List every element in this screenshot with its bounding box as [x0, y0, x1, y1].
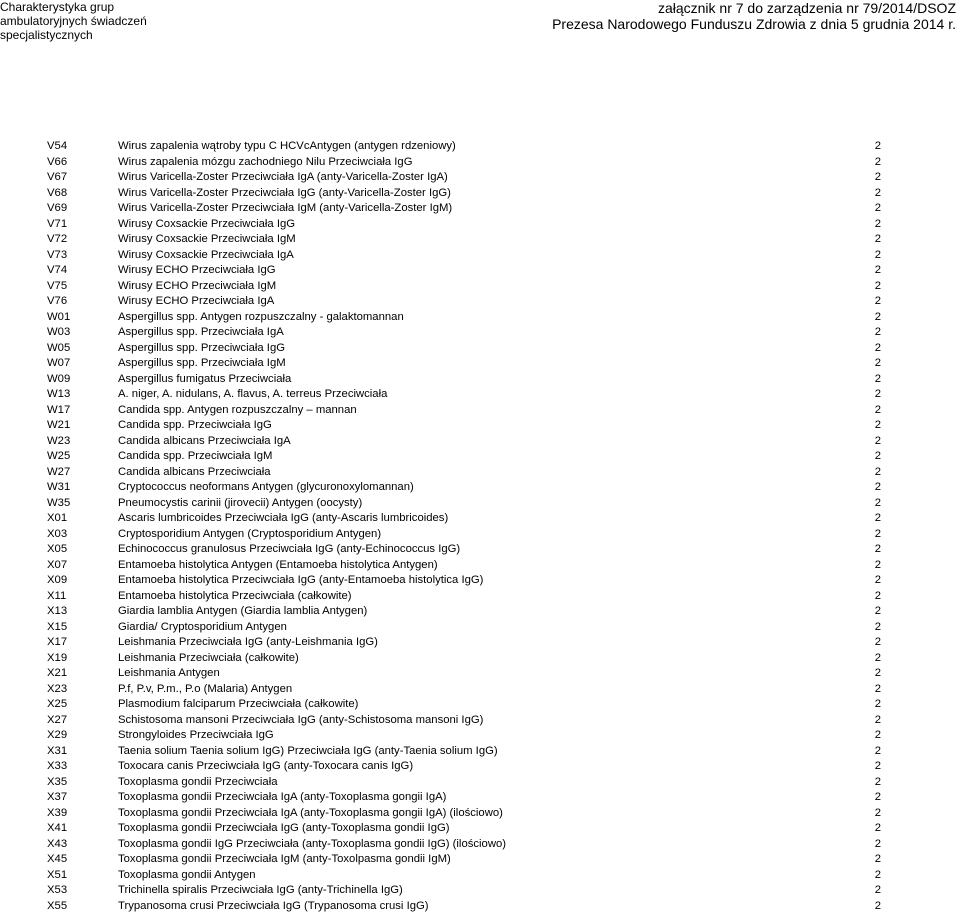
row-code: X19: [47, 651, 68, 664]
row-code: V66: [47, 155, 68, 168]
table-row: [0, 356, 960, 372]
row-description: Wirus Varicella-Zoster Przeciwciała IgG (anty-Varicella-Zoster IgG): [118, 186, 451, 199]
table-row: [0, 651, 960, 667]
row-code: X37: [47, 791, 68, 803]
row-description: Leishmania Antygen: [118, 667, 220, 679]
row-value: 2: [874, 264, 881, 276]
row-code: X53: [47, 884, 68, 896]
table-row: [0, 573, 960, 589]
row-value: 2: [874, 527, 881, 540]
row-value: 2: [874, 822, 881, 834]
row-value: 2: [874, 496, 881, 509]
row-description: Aspergillus spp. Przeciwciała IgG: [118, 341, 286, 354]
row-value: 2: [874, 853, 881, 865]
row-code: V71: [47, 217, 68, 230]
table-row: [0, 496, 960, 512]
row-value: 2: [874, 543, 881, 555]
row-description: Wirusy Coxsackie Przeciwciała IgG: [118, 217, 296, 230]
row-description: Giardia lamblia Antygen (Giardia lamblia Antygen): [118, 605, 368, 617]
table-row: [0, 403, 960, 419]
table-row: [0, 604, 960, 620]
row-code: V74: [47, 264, 68, 276]
row-code: X25: [47, 698, 68, 710]
table-row: [0, 620, 960, 636]
header-left-line: Charakterystyka grup: [0, 0, 115, 14]
row-code: X15: [47, 620, 68, 633]
row-description: Strongyloides Przeciwciała IgG: [118, 729, 274, 741]
row-description: A. niger, A. nidulans, A. flavus, A. terreus Przeciwciała: [118, 388, 388, 400]
row-description: Toxoplasma gondii Przeciwciała IgM (anty-Toxolpasma gondii IgM): [118, 853, 451, 865]
row-code: X45: [47, 853, 68, 865]
row-value: 2: [874, 310, 881, 323]
row-code: X13: [47, 605, 68, 617]
table-row: [0, 682, 960, 698]
table-row: [0, 589, 960, 605]
row-code: W01: [47, 310, 71, 323]
row-code: X11: [47, 589, 67, 602]
row-code: X27: [47, 713, 68, 726]
table-row: [0, 465, 960, 481]
row-value: 2: [874, 512, 881, 524]
row-code: W03: [47, 326, 71, 338]
row-value: 2: [874, 388, 881, 400]
row-description: Toxoplasma gondii IgG Przeciwciała (anty-Toxoplasma gondii IgG) (ilościowo): [118, 837, 507, 850]
row-value: 2: [874, 465, 881, 478]
row-value: 2: [874, 574, 881, 586]
table-row: [0, 170, 960, 186]
row-code: V69: [47, 202, 68, 214]
row-description: Wirusy ECHO Przeciwciała IgA: [118, 295, 275, 307]
row-value: 2: [874, 171, 881, 183]
row-code: V72: [47, 233, 68, 245]
row-code: W27: [47, 465, 71, 478]
row-code: V73: [47, 248, 68, 261]
row-value: 2: [874, 419, 881, 431]
row-description: Candida albicans Przeciwciała IgA: [118, 434, 291, 447]
table-row: [0, 759, 960, 775]
table-row: [0, 806, 960, 822]
row-description: Toxoplasma gondii Przeciwciała IgG (anty-Toxoplasma gondii IgG): [118, 822, 450, 834]
row-value: 2: [874, 140, 881, 152]
table-row: [0, 294, 960, 310]
table-row: [0, 248, 960, 264]
table-row: [0, 852, 960, 868]
row-value: 2: [874, 899, 881, 912]
row-value: 2: [874, 620, 881, 633]
row-description: Entamoeba histolytica Przeciwciała IgG (anty-Entamoeba histolytica IgG): [118, 574, 484, 586]
row-value: 2: [874, 403, 881, 416]
table-row: [0, 201, 960, 217]
row-description: Plasmodium falciparum Przeciwciała (całkowite): [118, 698, 359, 710]
table-row: [0, 418, 960, 434]
table-row: [0, 263, 960, 279]
row-code: X41: [47, 822, 68, 834]
row-code: W25: [47, 450, 71, 462]
row-code: X03: [47, 527, 68, 540]
row-description: Aspergillus spp. Przeciwciała IgA: [118, 326, 284, 338]
row-code: X01: [47, 512, 68, 524]
row-value: 2: [874, 775, 881, 788]
table-row: [0, 542, 960, 558]
row-description: Toxoplasma gondii Antygen: [118, 868, 256, 881]
table-row: [0, 713, 960, 729]
table-row: [0, 139, 960, 155]
document-group-title: [0, 0, 147, 42]
row-description: Taenia solium Taenia solium IgG) Przeciwciała IgG (anty-Taenia solium IgG): [118, 744, 498, 757]
table-row: [0, 558, 960, 574]
row-code: W35: [47, 496, 71, 509]
table-row: [0, 821, 960, 837]
row-value: 2: [874, 357, 881, 369]
row-value: 2: [874, 450, 881, 462]
row-value: 2: [874, 605, 881, 617]
row-description: Giardia/ Cryptosporidium Antygen: [118, 620, 287, 633]
row-description: Wirusy ECHO Przeciwciała IgM: [118, 279, 277, 292]
table-row: [0, 868, 960, 884]
header-right-line: Prezesa Narodowego Funduszu Zdrowia z dnia 5 grudnia 2014 r.: [552, 16, 956, 32]
table-row: [0, 837, 960, 853]
row-code: X33: [47, 760, 68, 772]
row-code: X29: [47, 729, 68, 741]
row-value: 2: [874, 667, 881, 679]
table-row: [0, 310, 960, 326]
row-value: 2: [874, 434, 881, 447]
table-row: [0, 325, 960, 341]
row-value: 2: [874, 868, 881, 881]
row-description: Trichinella spiralis Przeciwciała IgG (anty-Trichinella IgG): [118, 884, 403, 896]
row-description: Candida spp. Przeciwciała IgM: [118, 450, 273, 462]
row-value: 2: [874, 279, 881, 292]
row-description: Candida spp. Antygen rozpuszczalny – mannan: [118, 403, 357, 416]
row-value: 2: [874, 791, 881, 803]
table-row: [0, 527, 960, 543]
row-value: 2: [874, 372, 881, 385]
row-value: 2: [874, 202, 881, 214]
row-description: Ascaris lumbricoides Przeciwciała IgG (anty-Ascaris lumbricoides): [118, 512, 449, 524]
table-row: [0, 511, 960, 527]
row-value: 2: [874, 713, 881, 726]
row-code: V76: [47, 295, 68, 307]
row-description: Wirus Varicella-Zoster Przeciwciała IgA (anty-Varicella-Zoster IgA): [118, 171, 448, 183]
table-row: [0, 387, 960, 403]
table-row: [0, 775, 960, 791]
row-value: 2: [874, 558, 881, 571]
row-value: 2: [874, 186, 881, 199]
page-header: [0, 0, 960, 40]
row-description: Entamoeba histolytica Antygen (Entamoeba histolytica Antygen): [118, 558, 438, 571]
row-code: X21: [47, 667, 68, 679]
row-description: Schistosoma mansoni Przeciwciała IgG (anty-Schistosoma mansoni IgG): [118, 713, 484, 726]
table-row: [0, 279, 960, 295]
row-description: Wirus Varicella-Zoster Przeciwciała IgM (anty-Varicella-Zoster IgM): [118, 202, 453, 214]
row-description: P.f, P.v, P.m., P.o (Malaria) Antygen: [118, 682, 293, 695]
row-description: Entamoeba histolytica Przeciwciała (całkowite): [118, 589, 352, 602]
row-description: Leishmania Przeciwciała (całkowite): [118, 651, 299, 664]
table-row: [0, 232, 960, 248]
row-description: Toxoplasma gondii Przeciwciała IgA (anty-Toxoplasma gongii IgA) (ilościowo): [118, 806, 503, 819]
row-code: X31: [47, 744, 68, 757]
row-value: 2: [874, 155, 881, 168]
row-code: W05: [47, 341, 71, 354]
row-description: Wirusy Coxsackie Przeciwciała IgA: [118, 248, 294, 261]
row-description: Wirus zapalenia wątroby typu C HCVcAntygen (antygen rdzeniowy): [118, 140, 456, 152]
row-code: W07: [47, 357, 71, 369]
row-description: Toxocara canis Przeciwciała IgG (anty-Toxocara canis IgG): [118, 760, 414, 772]
table-row: [0, 744, 960, 760]
table-row: [0, 217, 960, 233]
header-left-line: ambulatoryjnych świadczeń: [0, 14, 147, 28]
row-description: Aspergillus spp. Przeciwciała IgM: [118, 357, 286, 369]
row-value: 2: [874, 682, 881, 695]
row-value: 2: [874, 326, 881, 338]
row-description: Trypanosoma crusi Przeciwciała IgG (Trypanosoma crusi IgG): [118, 899, 429, 912]
row-code: X39: [47, 806, 68, 819]
table-row: [0, 372, 960, 388]
table-row: [0, 790, 960, 806]
row-value: 2: [874, 481, 881, 493]
row-value: 2: [874, 837, 881, 850]
row-code: V75: [47, 279, 68, 292]
row-code: V67: [47, 171, 68, 183]
row-code: V54: [47, 140, 68, 152]
table-row: [0, 480, 960, 496]
row-value: 2: [874, 760, 881, 772]
row-description: Leishmania Przeciwciała IgG (anty-Leishmania IgG): [118, 636, 378, 648]
row-code: W13: [47, 388, 71, 400]
row-value: 2: [874, 636, 881, 648]
row-code: X09: [47, 574, 68, 586]
row-description: Echinococcus granulosus Przeciwciała IgG (anty-Echinococcus IgG): [118, 543, 461, 555]
row-description: Cryptosporidium Antygen (Cryptosporidium Antygen): [118, 527, 382, 540]
row-code: W31: [47, 481, 71, 493]
row-value: 2: [874, 248, 881, 261]
row-code: X55: [47, 899, 68, 912]
header-left-line: specjalistycznych: [0, 28, 93, 42]
table-row: [0, 666, 960, 682]
row-description: Aspergillus fumigatus Przeciwciała: [118, 372, 292, 385]
row-value: 2: [874, 744, 881, 757]
row-code: X43: [47, 837, 68, 850]
row-code: X07: [47, 558, 68, 571]
table-row: [0, 697, 960, 713]
codes-table: [0, 139, 960, 914]
row-value: 2: [874, 295, 881, 307]
row-value: 2: [874, 341, 881, 354]
row-description: Candida albicans Przeciwciała: [118, 465, 271, 478]
row-code: X23: [47, 682, 68, 695]
row-code: X17: [47, 636, 68, 648]
row-code: X05: [47, 543, 68, 555]
row-value: 2: [874, 806, 881, 819]
row-description: Wirus zapalenia mózgu zachodniego Nilu Przeciwciała IgG: [118, 155, 413, 168]
row-value: 2: [874, 233, 881, 245]
row-value: 2: [874, 589, 881, 602]
row-value: 2: [874, 217, 881, 230]
row-code: W09: [47, 372, 71, 385]
row-description: Pneumocystis carinii (jirovecii) Antygen (oocysty): [118, 496, 363, 509]
row-description: Toxoplasma gondii Przeciwciała: [118, 775, 278, 788]
row-code: W17: [47, 403, 71, 416]
row-description: Wirusy ECHO Przeciwciała IgG: [118, 264, 276, 276]
table-row: [0, 728, 960, 744]
table-row: [0, 341, 960, 357]
attachment-reference: [552, 0, 956, 32]
table-row: [0, 434, 960, 450]
row-value: 2: [874, 651, 881, 664]
table-row: [0, 449, 960, 465]
row-description: Cryptococcus neoformans Antygen (glycuronoxylomannan): [118, 481, 414, 493]
table-row: [0, 883, 960, 899]
row-description: Toxoplasma gondii Przeciwciała IgA (anty-Toxoplasma gongii IgA): [118, 791, 447, 803]
row-description: Wirusy Coxsackie Przeciwciała IgM: [118, 233, 296, 245]
row-code: W23: [47, 434, 71, 447]
row-value: 2: [874, 729, 881, 741]
row-description: Candida spp. Przeciwciała IgG: [118, 419, 272, 431]
row-code: W21: [47, 419, 71, 431]
row-value: 2: [874, 698, 881, 710]
table-row: [0, 186, 960, 202]
header-right-line: załącznik nr 7 do zarządzenia nr 79/2014/DSOZ: [657, 0, 956, 16]
row-value: 2: [874, 884, 881, 896]
table-row: [0, 155, 960, 171]
table-row: [0, 635, 960, 651]
row-code: V68: [47, 186, 68, 199]
row-code: X35: [47, 775, 68, 788]
table-row: [0, 899, 960, 915]
row-description: Aspergillus spp. Antygen rozpuszczalny - galaktomannan: [118, 310, 404, 323]
row-code: X51: [47, 868, 68, 881]
